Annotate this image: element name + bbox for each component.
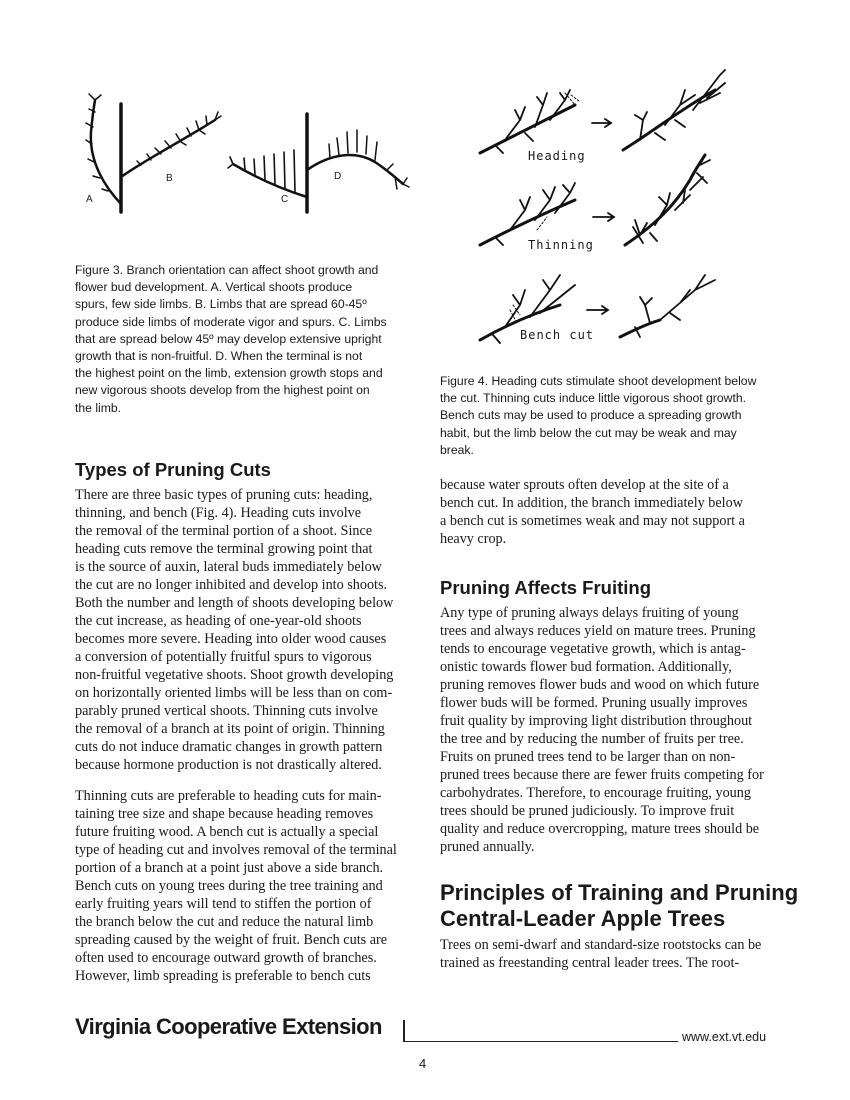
figure-3-illustration (75, 92, 415, 217)
footer-divider-vertical (403, 1020, 405, 1042)
text-line: early fruiting years will tend to stiffen the portion of (75, 896, 372, 912)
section-title-types-of-pruning-cuts: Types of Pruning Cuts (75, 459, 271, 480)
text-line: spreading caused by the weight of fruit. Bench cuts are (75, 932, 388, 948)
footer-divider-horizontal (405, 1041, 678, 1042)
text-line: Thinning cuts are preferable to heading cuts for main- (75, 788, 382, 804)
text-line: Both the number and length of shoots developing below (75, 595, 394, 611)
body-paragraph-principles (440, 936, 785, 972)
text-line: a bench cut is sometimes weak and may not support a (440, 513, 745, 529)
figure-4-illustration (475, 65, 735, 350)
caption-line: growth that is non-fruitful. D. When the terminal is not (75, 349, 363, 364)
text-line: trees and always reduces yield on mature trees. Pruning (440, 623, 756, 639)
figure-3-caption (75, 262, 420, 417)
text-line: flower buds will be formed. Pruning usually improves (440, 695, 748, 711)
page-number: 4 (419, 1056, 427, 1071)
figure-4-label-bench: Bench cut (520, 328, 595, 342)
text-line: Trees on semi-dwarf and standard-size rootstocks can be (440, 937, 762, 953)
text-line: However, limb spreading is preferable to bench cuts (75, 968, 371, 984)
caption-line: Bench cuts may be used to produce a spreading growth (440, 408, 742, 423)
text-line: type of heading cut and involves removal of the terminal (75, 842, 397, 858)
text-line: onistic towards flower bud formation. Additionally, (440, 659, 732, 675)
text-line: taining tree size and shape because heading removes (75, 806, 374, 822)
text-line: the tree and by reducing the number of fruits per tree. (440, 731, 744, 747)
text-line: tends to encourage vegetative growth, which is antag- (440, 641, 746, 657)
figure-4-label-heading: Heading (528, 149, 586, 163)
caption-line: flower bud development. A. Vertical shoots produce (75, 280, 353, 295)
text-line: Any type of pruning always delays fruiting of young (440, 605, 739, 621)
body-paragraph-1 (75, 486, 420, 774)
body-paragraph-fruiting (440, 604, 785, 856)
text-line: is the source of auxin, lateral buds immediately below (75, 559, 382, 575)
text-line: because hormone production is not drastically altered. (75, 757, 382, 773)
text-line: pruned trees because there are fewer fruits competing for (440, 767, 764, 783)
section-title-pruning-affects-fruiting: Pruning Affects Fruiting (440, 577, 652, 598)
text-line: because water sprouts often develop at the site of a (440, 477, 729, 493)
figure-3-label-c: C (281, 194, 289, 205)
text-line: heading cuts remove the terminal growing point that (75, 541, 373, 557)
text-line: a conversion of potentially fruitful spurs to vigorous (75, 649, 372, 665)
caption-line: Figure 4. Heading cuts stimulate shoot development below (440, 374, 757, 388)
text-line: the removal of the terminal portion of a shoot. Since (75, 523, 373, 539)
text-line: the branch below the cut and reduce the natural limb (75, 914, 374, 930)
text-line: bench cut. In addition, the branch immediately below (440, 495, 743, 511)
figure-3-label-b: B (166, 173, 173, 184)
figure-4-caption (440, 373, 785, 459)
text-line: the cut increase, as heading of one-year-old shoots (75, 613, 362, 629)
caption-line: habit, but the limb below the cut may be weak and may (440, 425, 737, 440)
text-line: portion of a branch at a point just above a side branch. (75, 860, 384, 876)
title-line: Principles of Training and Pruning (440, 880, 799, 905)
text-line: carbohydrates. Therefore, to encourage fruiting, young (440, 785, 751, 801)
figure-3-label-a: A (86, 194, 93, 205)
title-line: Central-Leader Apple Trees (440, 906, 726, 931)
figure-4-label-thinning: Thinning (528, 238, 594, 252)
text-line: There are three basic types of pruning cuts: heading, (75, 487, 373, 503)
caption-line: produce side limbs of moderate vigor and spurs. C. Limbs (75, 314, 387, 329)
caption-line: new vigorous shoots develop from the highest point on (75, 383, 370, 398)
footer-url-link[interactable]: www.ext.vt.edu (682, 1030, 767, 1044)
caption-line: spurs, few side limbs. B. Limbs that are spread 60-45º (75, 297, 367, 312)
text-line: non-fruitful vegetative shoots. Shoot growth developing (75, 667, 394, 683)
caption-line: Figure 3. Branch orientation can affect shoot growth and (75, 263, 379, 277)
text-line: often used to encourage outward growth of branches. (75, 950, 377, 966)
body-paragraph-continued (440, 476, 785, 548)
caption-line: break. (440, 442, 474, 457)
caption-line: that are spread below 45º may develop extensive upright (75, 331, 382, 346)
caption-line: the limb. (75, 400, 122, 415)
text-line: heavy crop. (440, 531, 507, 547)
text-line: Fruits on pruned trees tend to be larger than on non- (440, 749, 736, 765)
footer-brand: Virginia Cooperative Extension (75, 1014, 382, 1039)
text-line: on horizontally oriented limbs will be less than on com- (75, 685, 393, 701)
section-title-principles-of-training (440, 880, 798, 932)
text-line: becomes more severe. Heading into older wood causes (75, 631, 387, 647)
figure-3-label-d: D (334, 171, 342, 182)
text-line: future fruiting wood. A bench cut is actually a special (75, 824, 379, 840)
text-line: trees should be pruned judiciously. To improve fruit (440, 803, 735, 819)
text-line: parably pruned vertical shoots. Thinning cuts involve (75, 703, 378, 719)
text-line: the cut are no longer inhibited and develop into shoots. (75, 577, 388, 593)
text-line: fruit quality by improving light distribution throughout (440, 713, 753, 729)
caption-line: the cut. Thinning cuts induce little vigorous shoot growth. (440, 391, 746, 406)
body-paragraph-2 (75, 787, 420, 985)
text-line: pruned annually. (440, 839, 535, 855)
caption-line: the highest point on the limb, extension growth stops and (75, 366, 383, 381)
text-line: trained as freestanding central leader trees. The root- (440, 955, 740, 971)
text-line: Bench cuts on young trees during the tree training and (75, 878, 383, 894)
text-line: the removal of a branch at its point of origin. Thinning (75, 721, 385, 737)
text-line: cuts do not induce dramatic changes in growth pattern (75, 739, 383, 755)
text-line: quality and reduce overcropping, mature trees should be (440, 821, 760, 837)
text-line: pruning removes flower buds and wood on which future (440, 677, 760, 693)
text-line: thinning, and bench (Fig. 4). Heading cuts involve (75, 505, 362, 521)
